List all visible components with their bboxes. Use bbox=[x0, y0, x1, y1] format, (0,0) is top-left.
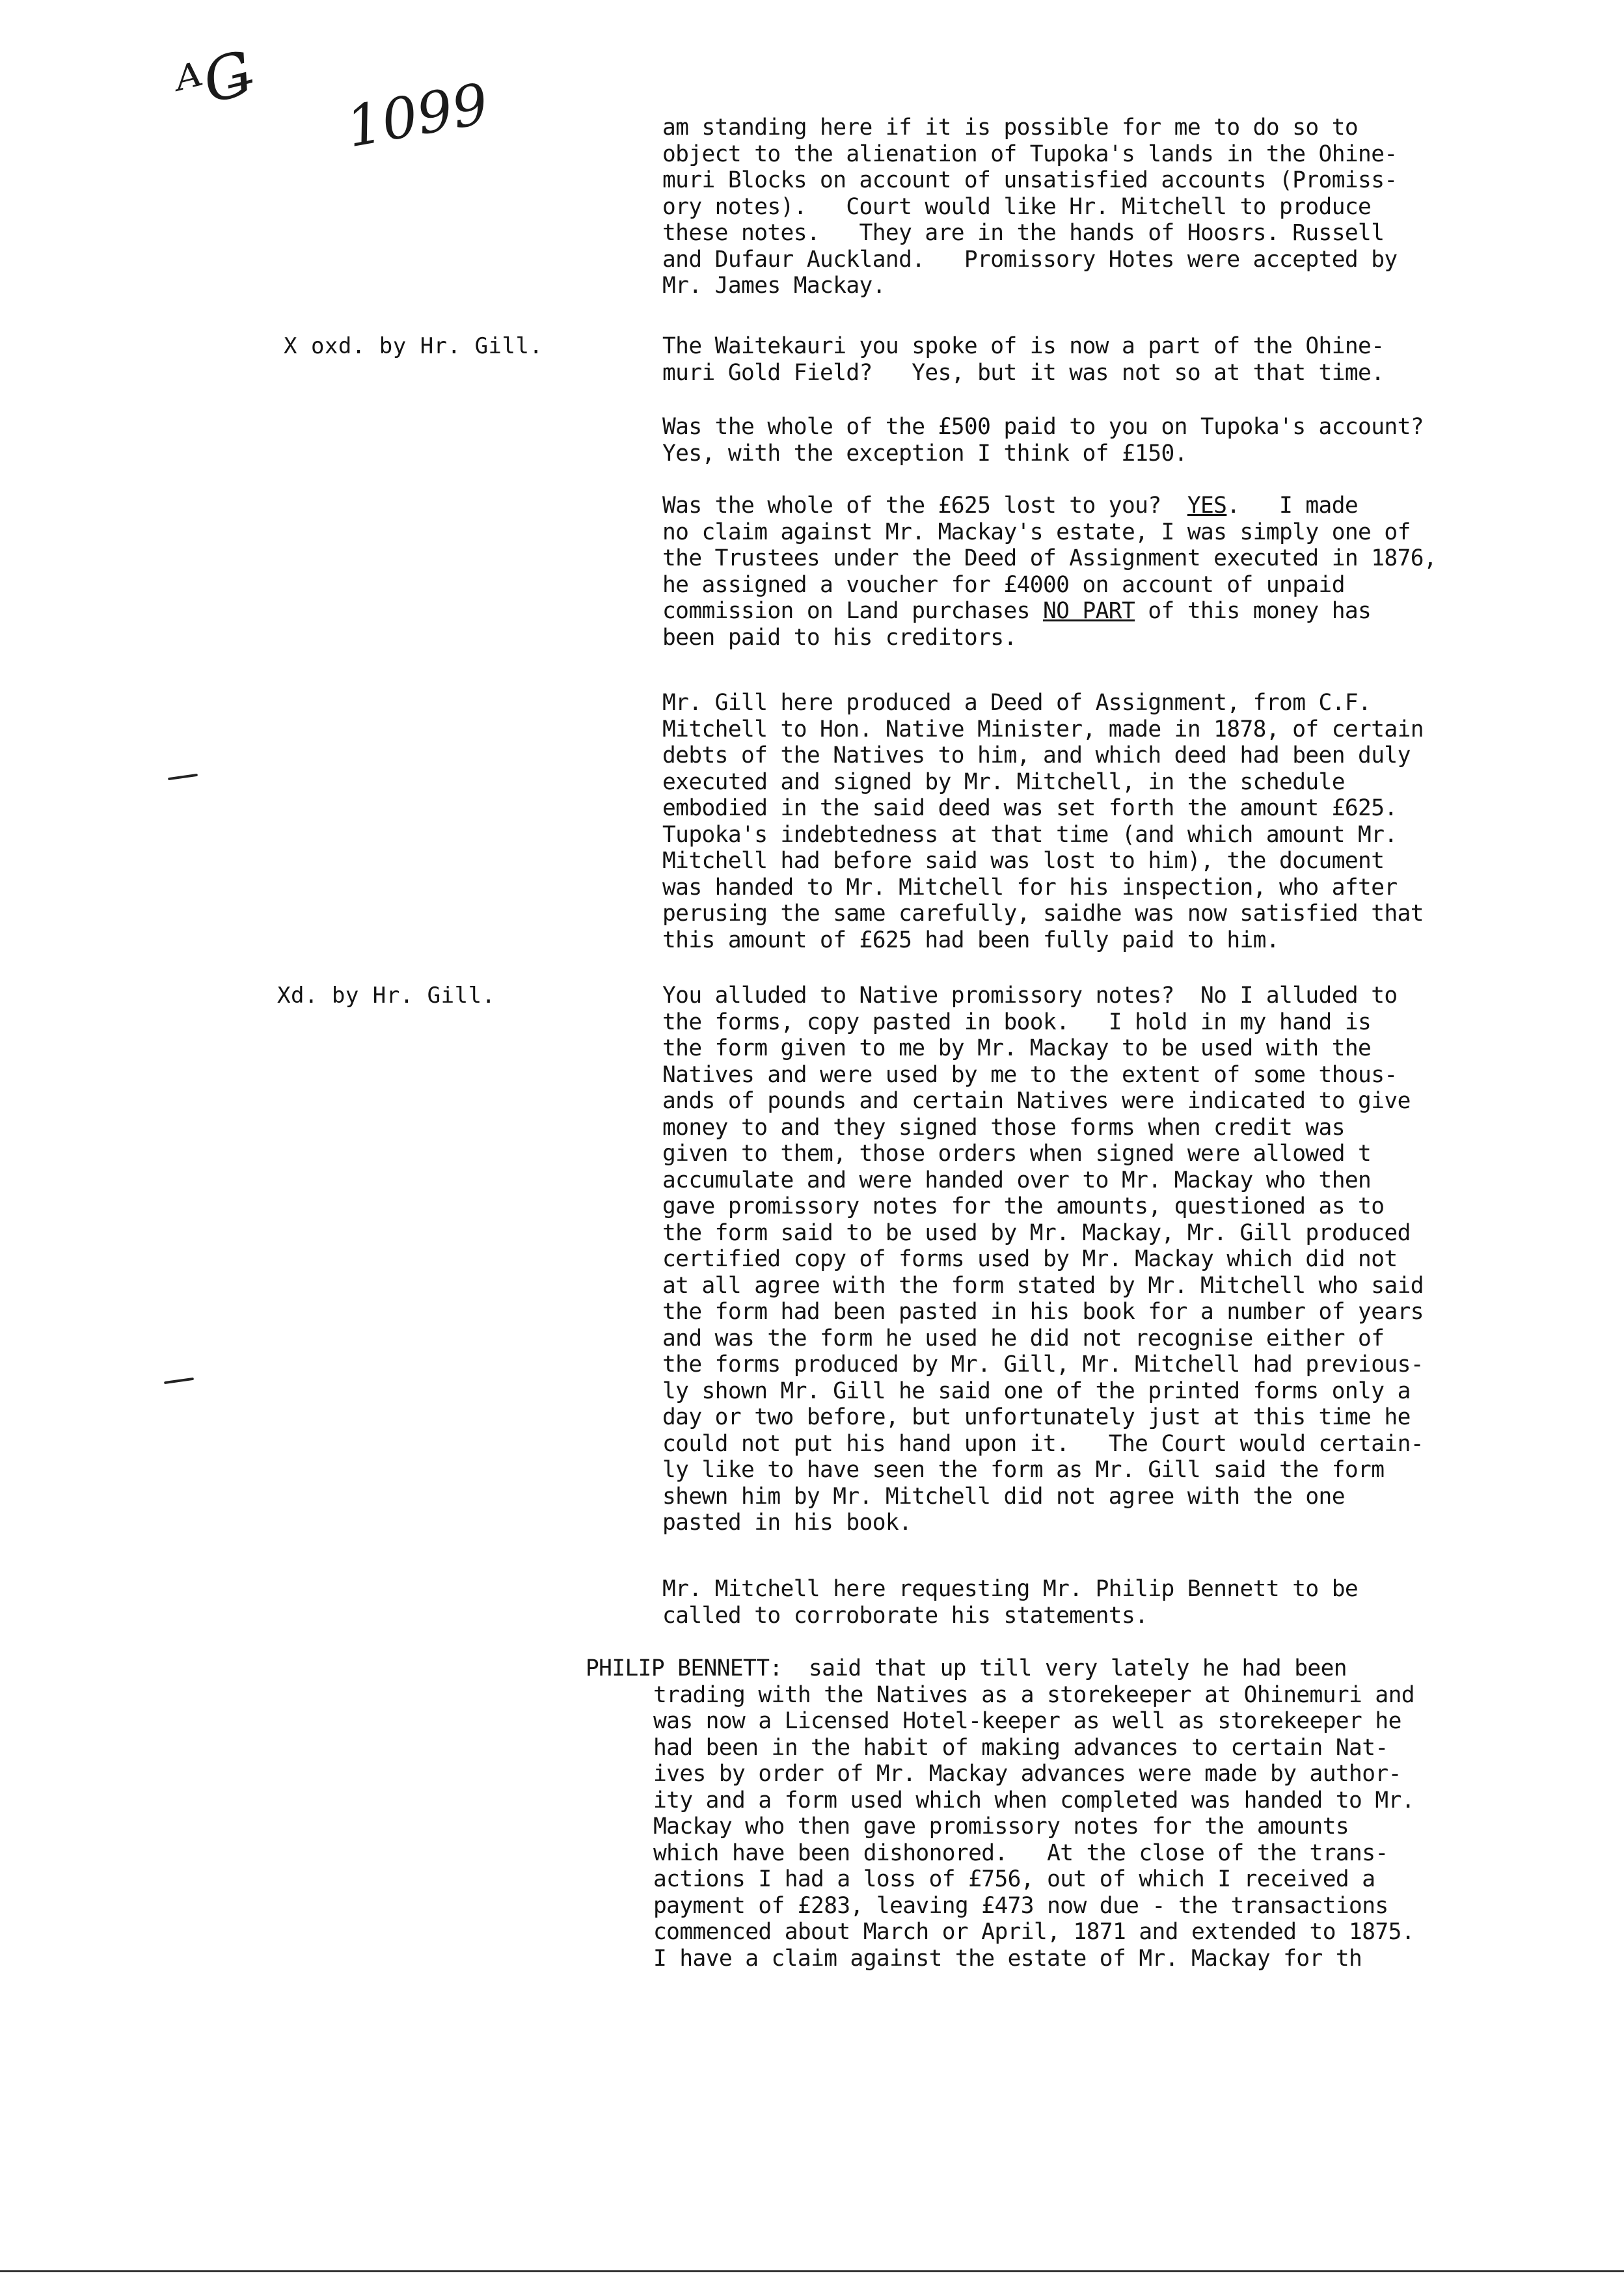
text-line: the forms produced by Mr. Gill, Mr. Mitchell had previous- bbox=[662, 1352, 1424, 1378]
text-line: was now a Licensed Hotel-keeper as well as storekeeper he bbox=[653, 1708, 1401, 1734]
text-line: Mitchell had before said was lost to him), the document bbox=[662, 848, 1385, 874]
paragraph-bennett-request bbox=[662, 1576, 1599, 1629]
text-line: the forms, copy pasted in book. I hold in my hand is bbox=[662, 1009, 1372, 1035]
text-line: pasted in his book. bbox=[662, 1510, 912, 1536]
text-line: am standing here if it is possible for me to do so to bbox=[662, 115, 1359, 141]
paragraph-500-pounds bbox=[662, 414, 1599, 467]
text-line: and Dufaur Auckland. Promissory Hotes were accepted by bbox=[662, 246, 1398, 273]
text-line: no claim against Mr. Mackay's estate, I was simply one of bbox=[662, 519, 1411, 545]
margin-mark bbox=[168, 774, 198, 780]
text-line: ands of pounds and certain Natives were indicated to give bbox=[662, 1088, 1411, 1114]
paragraph-promissory-forms bbox=[662, 983, 1599, 1536]
text-line: Mitchell to Hon. Native Minister, made in 1878, of certain bbox=[662, 716, 1424, 742]
paragraph-deed-of-assignment bbox=[662, 690, 1599, 953]
text-line: shewn him by Mr. Mitchell did not agree with the one bbox=[662, 1483, 1345, 1510]
underlined-no-part: NO PART bbox=[1042, 598, 1135, 624]
text-line: Was the whole of the £500 paid to you on Tupoka's account? bbox=[662, 414, 1424, 440]
paragraph-waitekauri bbox=[662, 333, 1599, 386]
text-line: certified copy of forms used by Mr. Mackay which did not bbox=[662, 1246, 1398, 1272]
text-line: ly like to have seen the form as Mr. Gill said the form bbox=[662, 1457, 1385, 1483]
text-line: perusing the same carefully, saidhe was now satisfied that bbox=[662, 901, 1424, 927]
text-line: executed and signed by Mr. Mitchell, in the schedule bbox=[662, 768, 1345, 795]
text-line: Mr. James Mackay. bbox=[662, 273, 886, 299]
text-line: had been in the habit of making advances to certain Nat- bbox=[653, 1734, 1388, 1761]
text-line: the form said to be used by Mr. Mackay, Mr. Gill produced bbox=[662, 1219, 1411, 1246]
text-segment: . I made bbox=[1226, 493, 1359, 519]
text-line: and was the form he used he did not recognise either of bbox=[662, 1325, 1385, 1352]
text-segment: of this money has bbox=[1135, 598, 1372, 624]
text-line: ory notes). Court would like Hr. Mitchell to produce bbox=[662, 193, 1372, 220]
text-line: money to and they signed those forms when credit was bbox=[662, 1114, 1345, 1141]
text-line: object to the alienation of Tupoka's lands in the Ohine- bbox=[662, 141, 1398, 167]
text-line: ives by order of Mr. Mackay advances were made by author- bbox=[653, 1761, 1401, 1787]
text-line: actions I had a loss of £756, out of which I received a bbox=[653, 1866, 1375, 1892]
text-line: I have a claim against the estate of Mr. Mackay for th bbox=[653, 1945, 1362, 1972]
text-line: given to them, those orders when signed were allowed t bbox=[662, 1141, 1372, 1167]
text-line: ly shown Mr. Gill he said one of the printed forms only a bbox=[662, 1378, 1411, 1404]
text-line: Mackay who then gave promissory notes for the amounts bbox=[653, 1813, 1349, 1840]
text-line: he assigned a voucher for £4000 on account of unpaid bbox=[662, 571, 1345, 598]
cross-examination-label: Xd. by Hr. Gill. bbox=[277, 983, 496, 1009]
text-line: Mr. Gill here produced a Deed of Assignment, from C.F. bbox=[662, 690, 1372, 716]
text-line: commenced about March or April, 1871 and extended to 1875. bbox=[653, 1919, 1414, 1945]
text-line: been paid to his creditors. bbox=[662, 624, 1017, 651]
text-segment: commission on Land purchases bbox=[662, 598, 1043, 624]
text-line: Mr. Mitchell here requesting Mr. Philip Bennett to be bbox=[662, 1576, 1359, 1602]
text-line: embodied in the said deed was set forth the amount £625. bbox=[662, 795, 1398, 821]
text-line: accumulate and were handed over to Mr. Mackay who then bbox=[662, 1167, 1372, 1193]
text-line: called to corroborate his statements. bbox=[662, 1602, 1148, 1629]
text-line: these notes. They are in the hands of Hoosrs. Russell bbox=[662, 220, 1385, 246]
margin-mark bbox=[164, 1378, 194, 1384]
text-line: muri Gold Field? Yes, but it was not so at that time. bbox=[662, 359, 1385, 386]
underlined-yes: YES bbox=[1187, 493, 1227, 519]
text-line: Tupoka's indebtedness at that time (and which amount Mr. bbox=[662, 821, 1398, 848]
text-line: Yes, with the exception I think of £150. bbox=[662, 440, 1187, 467]
text-line: day or two before, but unfortunately just at this time he bbox=[662, 1404, 1411, 1430]
text-line: muri Blocks on account of unsatisfied accounts (Promiss- bbox=[662, 167, 1398, 193]
text-line: gave promissory notes for the amounts, questioned as to bbox=[662, 1193, 1385, 1219]
handwritten-page-number: 1099 bbox=[341, 71, 493, 161]
text-line: the Trustees under the Deed of Assignment executed in 1876, bbox=[662, 545, 1437, 571]
text-line: debts of the Natives to him, and which deed had been duly bbox=[662, 742, 1411, 768]
text-line: was handed to Mr. Mitchell for his inspection, who after bbox=[662, 874, 1398, 901]
text-line: PHILIP BENNETT: said that up till very lately he had been bbox=[586, 1655, 1347, 1681]
paragraph-bennett-testimony bbox=[586, 1655, 1601, 1972]
text-line: payment of £283, leaving £473 now due - the transactions bbox=[653, 1892, 1388, 1919]
text-line: the form given to me by Mr. Mackay to be used with the bbox=[662, 1035, 1372, 1061]
text-line: Natives and were used by me to the extent of some thous- bbox=[662, 1061, 1398, 1088]
text-line bbox=[662, 493, 1599, 519]
text-line: The Waitekauri you spoke of is now a part of the Ohine- bbox=[662, 333, 1385, 359]
text-line: this amount of £625 had been fully paid to him. bbox=[662, 927, 1280, 953]
text-segment: Was the whole of the £625 lost to you? bbox=[662, 493, 1187, 519]
text-line: which have been dishonored. At the close of the trans- bbox=[653, 1840, 1388, 1866]
text-line: ity and a form used which when completed was handed to Mr. bbox=[653, 1787, 1414, 1813]
cross-examination-label: X oxd. by Hr. Gill. bbox=[284, 333, 543, 359]
text-line bbox=[662, 598, 1599, 625]
text-line: You alluded to Native promissory notes? No I alluded to bbox=[662, 983, 1398, 1009]
text-line: at all agree with the form stated by Mr. Mitchell who said bbox=[662, 1272, 1424, 1299]
page-bottom-edge bbox=[0, 2270, 1624, 2272]
text-line: the form had been pasted in his book for a number of years bbox=[662, 1299, 1424, 1325]
handwritten-initials: ᴬǤ bbox=[169, 37, 262, 124]
text-line: trading with the Natives as a storekeeper at Ohinemuri and bbox=[653, 1681, 1414, 1708]
paragraph-625-pounds bbox=[662, 493, 1599, 651]
paragraph-testimony-1 bbox=[662, 115, 1599, 299]
text-line: could not put his hand upon it. The Court would certain- bbox=[662, 1430, 1424, 1457]
